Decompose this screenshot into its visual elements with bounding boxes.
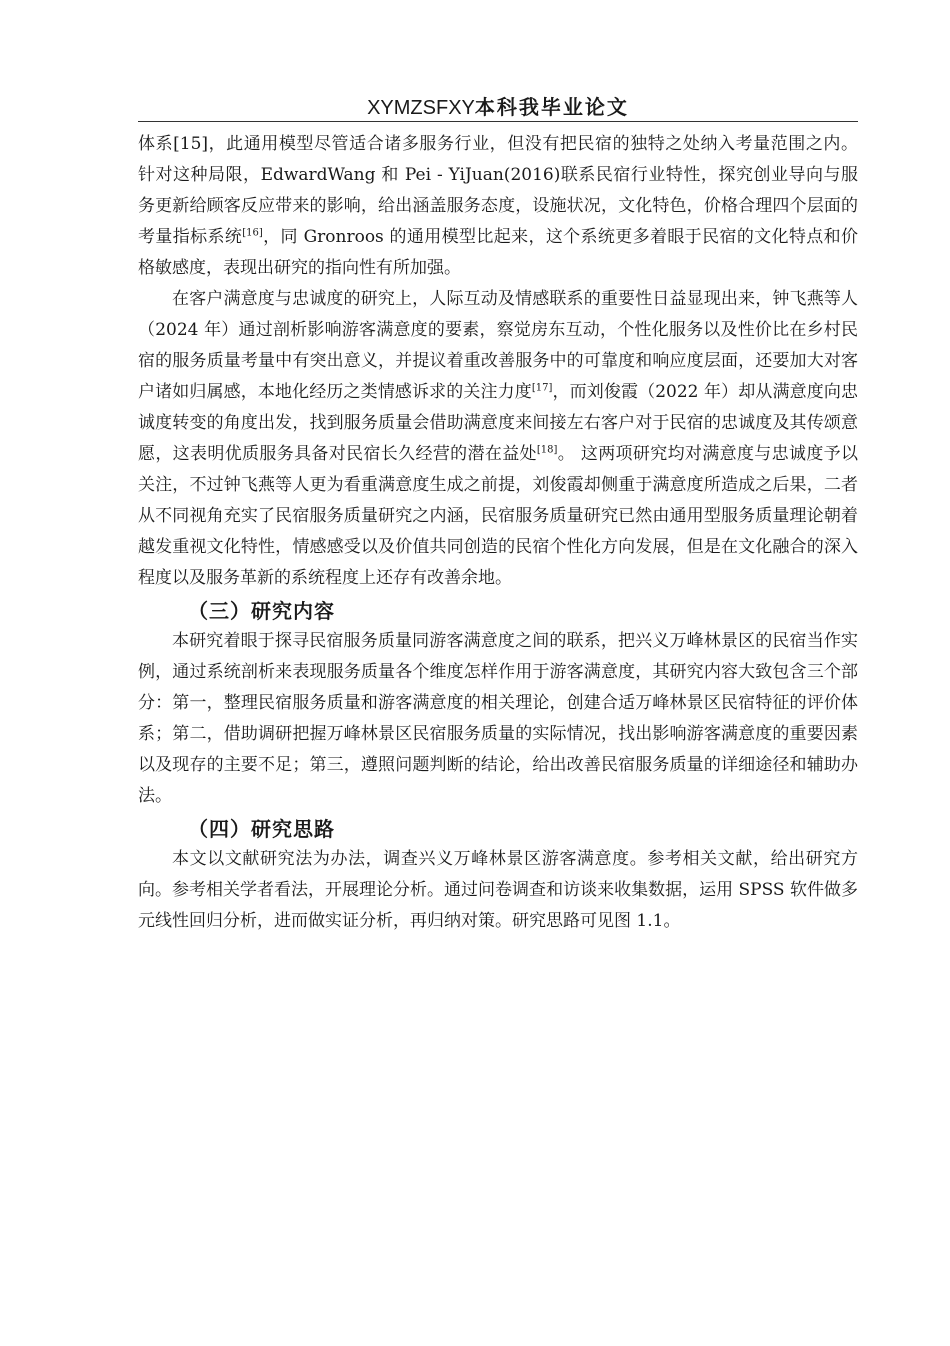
citation-18: [18] bbox=[536, 444, 558, 456]
paragraph-research-content: 本研究着眼于探寻民宿服务质量同游客满意度之间的联系，把兴义万峰林景区的民宿当作实例，通过系统剖析来表现服务质量各个维度怎样作用于游客满意度，其研究内容大致包含三个部分：第一，整理民宿服务质量和游客满意度的相关理论，创建合适万峰林景区民宿特征的评价体系；第二，借助调研把握万峰林景区民宿服务质量的实际情况，找出影响游客满意度的重要因素以及现存的主要不足；第三，遵照问题判断的结论，给出改善民宿服务质量的详细途径和辅助办法。 bbox=[138, 631, 858, 806]
page-header bbox=[138, 94, 858, 121]
paragraph-1-text-b: ，同 Gronroos 的通用模型比起来，这个系统更多着眼于民宿的文化特点和价格敏感度，表现出研究的指向性有所加强。 bbox=[138, 227, 858, 278]
header-latin-text: XYMZSFXY bbox=[367, 97, 475, 119]
document-body bbox=[138, 129, 858, 937]
paragraph-2-text-c: 。 这两项研究均对满意度与忠诚度予以关注，不过钟飞燕等人更为看重满意度生成之前提，刘俊霞却侧重于满意度所造成之后果，二者从不同视角充实了民宿服务质量研究之内涵，民宿服务质量研究已然由通用型服务质量理论朝着越发重视文化特性，情感感受以及价值共同创造的民宿个性化方向发展，但是在文化融合的深入程度以及服务革新的系统程度上还存有改善余地。 bbox=[138, 444, 858, 588]
citation-17: [17] bbox=[531, 382, 553, 394]
paragraph-research-approach: 本文以文献研究法为办法，调查兴义万峰林景区游客满意度。参考相关文献，给出研究方向。参考相关学者看法，开展理论分析。通过问卷调查和访谈来收集数据，运用 SPSS 软件做多元线性回归分析，进而做实证分析，再归纳对策。研究思路可见图 1.1。 bbox=[138, 849, 858, 931]
paragraph-2 bbox=[138, 284, 858, 594]
citation-16: [16] bbox=[242, 227, 263, 239]
section-heading-research-content: （三）研究内容 bbox=[188, 599, 335, 623]
paragraph-1 bbox=[138, 129, 858, 284]
paragraph-1-text-a: 体系[15]，此通用模型尽管适合诸多服务行业，但没有把民宿的独特之处纳入考量范围之内。 针对这种局限，EdwardWang 和 Pei - YiJuan(2016)联系民宿行业特性，探究创业导向与服务更新给顾客反应带来的影响，给出涵盖服务态度，设施状况，文化特色，价格合理四个层面的考量指标系统 bbox=[138, 134, 858, 247]
paragraph-2-text-a: 在客户满意度与忠诚度的研究上，人际互动及情感联系的重要性日益显现出来，钟飞燕等人（2024 年）通过剖析影响游客满意度的要素，察觉房东互动，个性化服务以及性价比在乡村民宿的服务质量考量中有突出意义，并提议着重改善服务中的可靠度和响应度层面，还要加大对客户诸如归属感，本地化经历之类情感诉求的关注力度 bbox=[138, 289, 858, 402]
paragraph-2-text-b: ，而刘俊霞（2022 年）却从满意度向忠诚度转变的角度出发，找到服务质量会借助满意度来间接左右客户对于民宿的忠诚度及其传颂意愿，这表明优质服务具备对民宿长久经营的潜在益处 bbox=[138, 382, 858, 464]
header-rule bbox=[138, 121, 858, 122]
header-cjk-text: 本科我毕业论文 bbox=[474, 95, 629, 119]
section-heading-research-approach: （四）研究思路 bbox=[188, 817, 335, 841]
